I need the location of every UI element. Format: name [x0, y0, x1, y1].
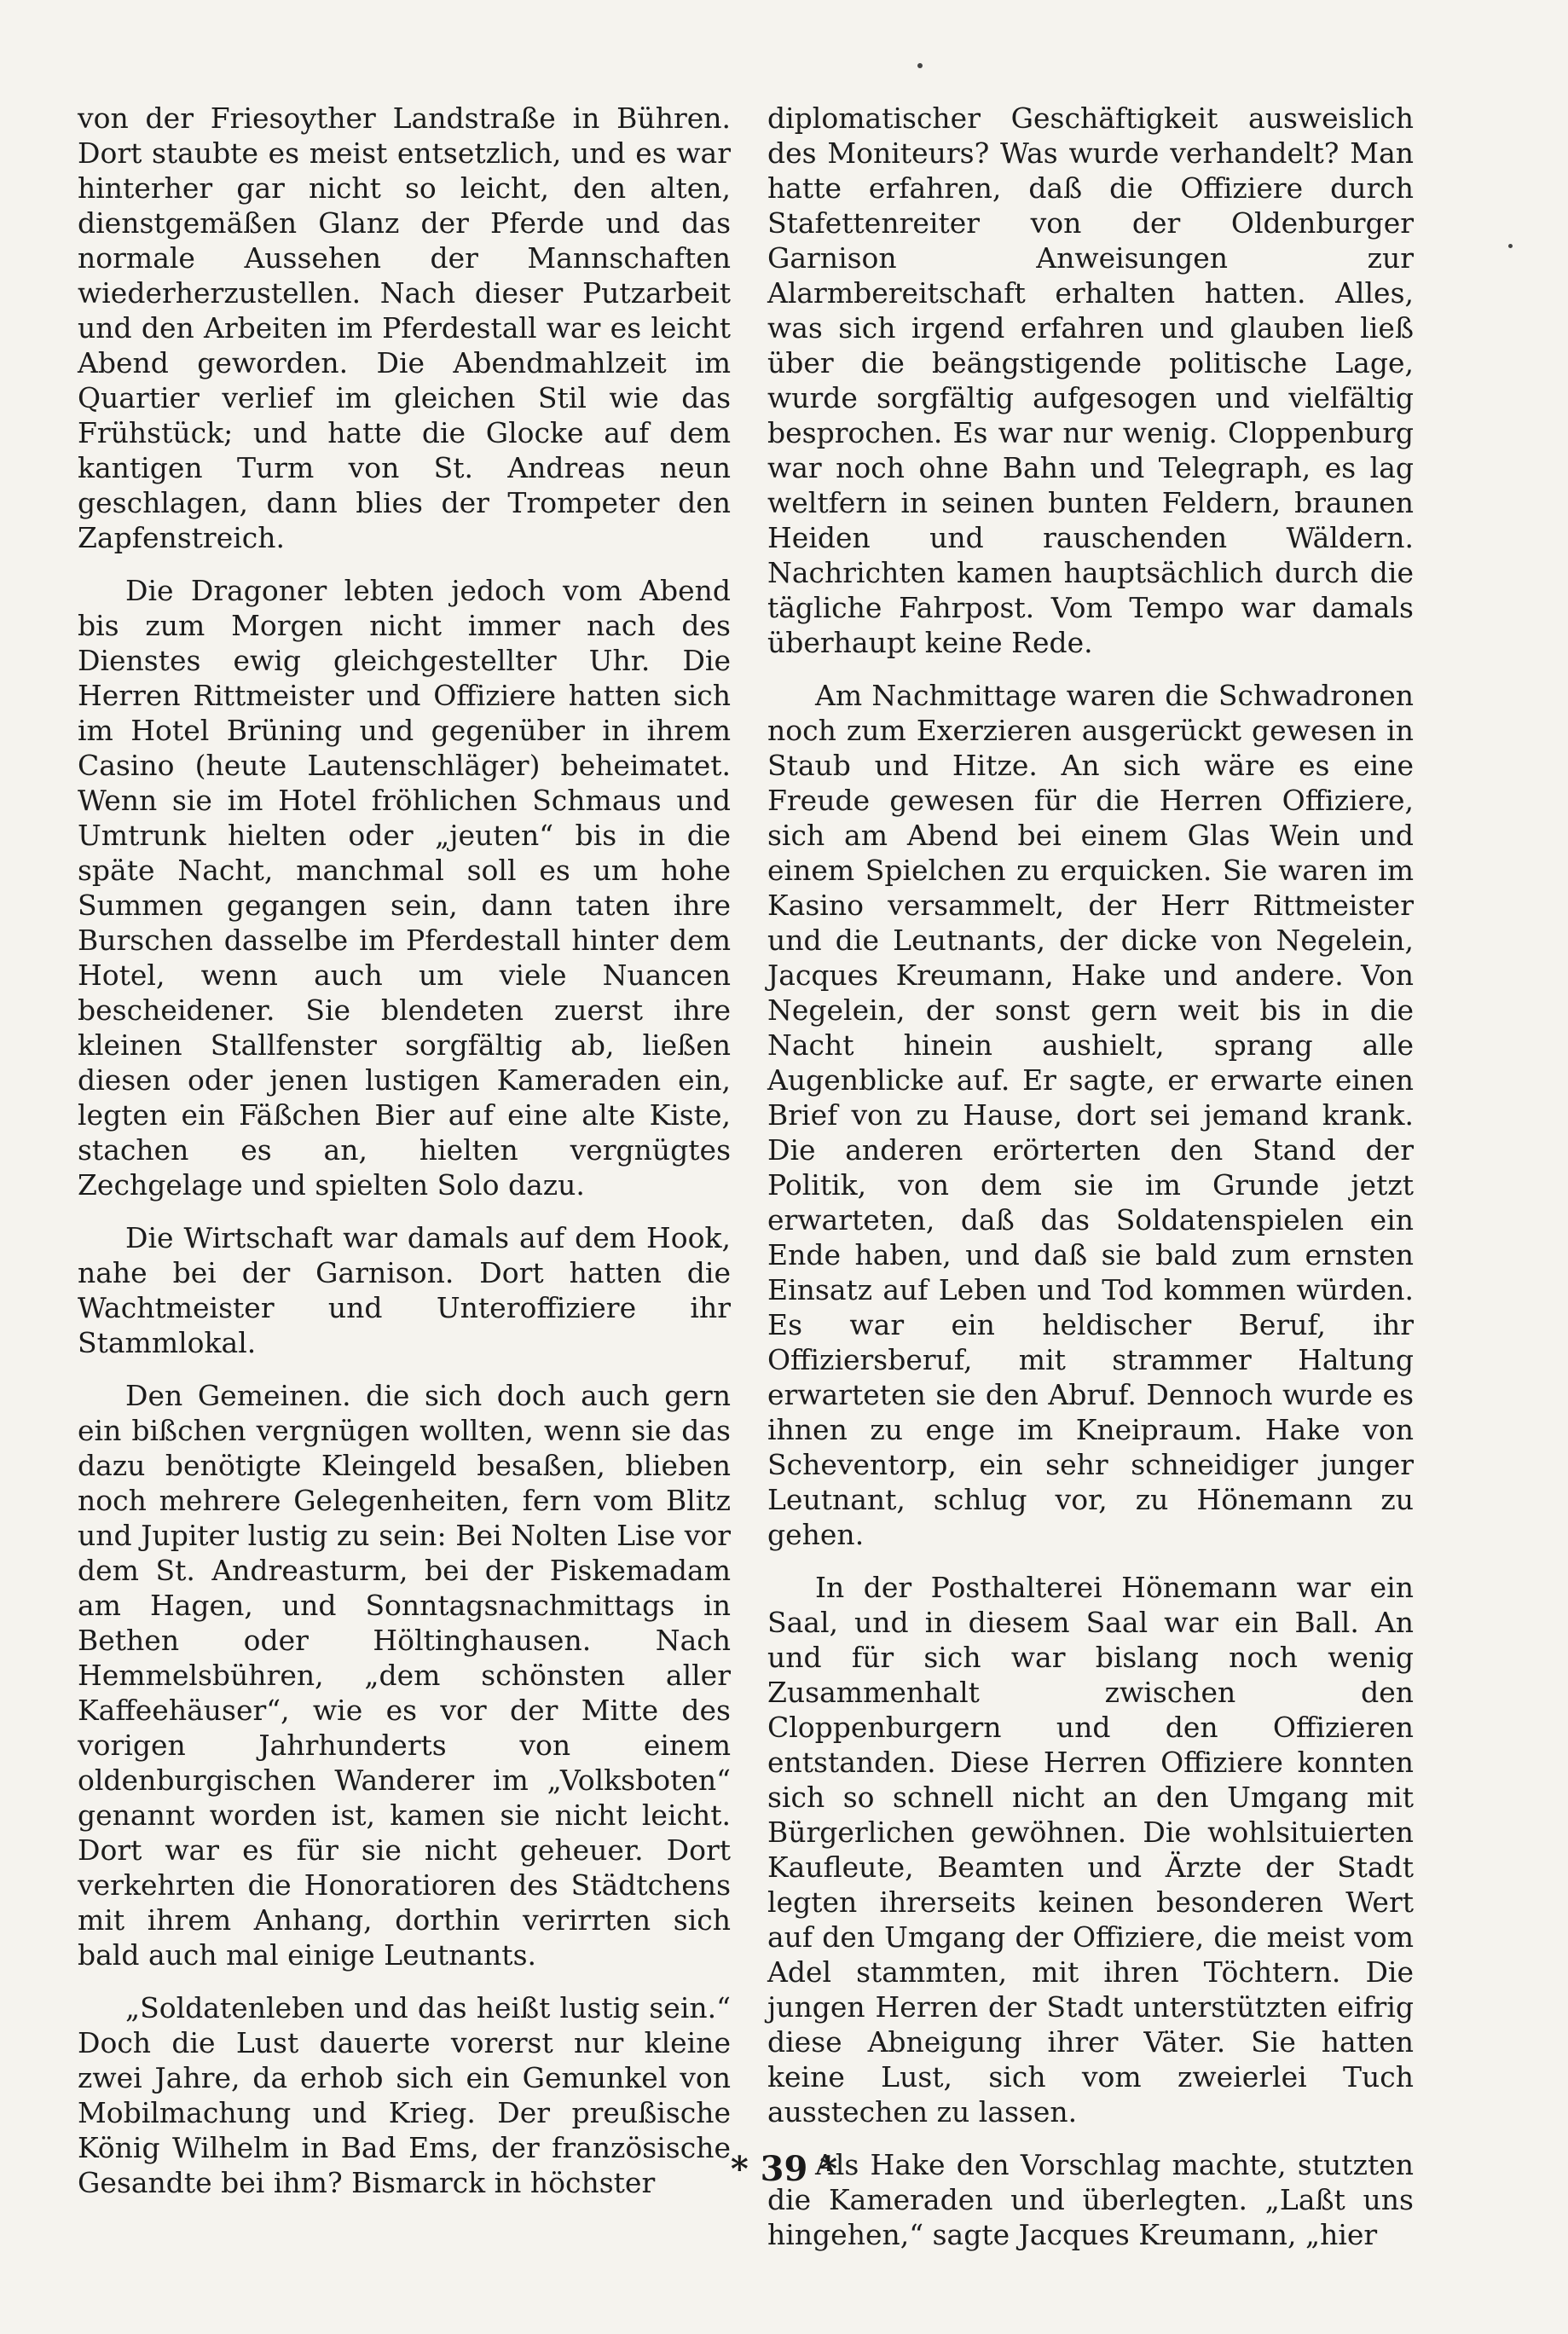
paragraph: Als Hake den Vorschlag machte, stutzten die Kameraden und überlegten. „Laßt uns hingehen,“ sagte Jacques Kreumann, „hier: [767, 2148, 1414, 2251]
print-speck: [917, 63, 923, 68]
paragraph: „Soldatenleben und das heißt lustig sein.“ Doch die Lust dauerte vorerst nur kleine zwei Jahre, da erhob sich ein Gemunkel von Mobilmachung und Krieg. Der preußische König Wilhelm in Bad Ems, der französische Gesandte bei ihm? Bismarck in höchster: [78, 1991, 731, 2199]
page-number: * 39 *: [730, 2149, 838, 2189]
paragraph: diplomatischer Geschäftigkeit ausweislich des Moniteurs? Was wurde verhandelt? Man hatte erfahren, daß die Offiziere durch Stafettenreiter von der Oldenburger Garnison Anweisungen zur Alarmbereitschaft erhalten hatten. Alles, was sich irgend erfahren und glauben ließ über die beängstigende politische Lage, wurde sorgfältig aufgesogen und vielfältig besprochen. Es war nur wenig. Cloppenburg war noch ohne Bahn und Telegraph, es lag weltfern in seinen bunten Feldern, braunen Heiden und rauschenden Wäldern. Nachrichten kamen hauptsächlich durch die tägliche Fahrpost. Vom Tempo war damals überhaupt keine Rede.: [767, 101, 1414, 659]
paragraph: Die Dragoner lebten jedoch vom Abend bis zum Morgen nicht immer nach des Dienstes ewig gleichgestellter Uhr. Die Herren Rittmeister und Offiziere hatten sich im Hotel Brüning und gegenüber in ihrem Casino (heute Lautenschläger) beheimatet. Wenn sie im Hotel fröhlichen Schmaus und Umtrunk hielten oder „jeuten“ bis in die späte Nacht, manchmal soll es um hohe Summen gegangen sein, dann taten ihre Burschen dasselbe im Pferdestall hinter dem Hotel, wenn auch um viele Nuancen bescheidener. Sie blendeten zuerst ihre kleinen Stallfenster sorgfältig ab, ließen diesen oder jenen lustigen Kameraden ein, legten ein Fäßchen Bier auf eine alte Kiste, stachen es an, hielten vergnügtes Zechgelage und spielten Solo dazu.: [78, 574, 731, 1202]
right-column: [767, 101, 1414, 2270]
left-column: [78, 101, 731, 2218]
paragraph: Den Gemeinen. die sich doch auch gern ein bißchen vergnügen wollten, wenn sie das dazu benötigte Kleingeld besaßen, blieben noch mehrere Gelegenheiten, fern vom Blitz und Jupiter lustig zu sein: Bei Nolten Lise vor dem St. Andreasturm, bei der Piskemadam am Hagen, und Sonntagsnachmittags in Bethen oder Höltinghausen. Nach Hemmelsbühren, „dem schönsten aller Kaffeehäuser“, wie es vor der Mitte des vorigen Jahrhunderts von einem oldenburgischen Wanderer im „Volksboten“ genannt worden ist, kamen sie nicht leicht. Dort war es für sie nicht geheuer. Dort verkehrten die Honoratioren des Städtchens mit ihrem Anhang, dorthin verirrten sich bald auch mal einige Leutnants.: [78, 1379, 731, 1972]
paragraph: Am Nachmittage waren die Schwadronen noch zum Exerzieren ausgerückt gewesen in Staub und Hitze. An sich wäre es eine Freude gewesen für die Herren Offiziere, sich am Abend bei einem Glas Wein und einem Spielchen zu erquicken. Sie waren im Kasino versammelt, der Herr Rittmeister und die Leutnants, der dicke von Negelein, Jacques Kreumann, Hake und andere. Von Negelein, der sonst gern weit bis in die Nacht hinein aushielt, sprang alle Augenblicke auf. Er sagte, er erwarte einen Brief von zu Hause, dort sei jemand krank. Die anderen erörterten den Stand der Politik, von dem sie im Grunde jetzt erwarteten, daß das Soldatenspielen ein Ende haben, und daß sie bald zum ernsten Einsatz auf Leben und Tod kommen würden. Es war ein heldischer Beruf, ihr Offiziersberuf, mit strammer Haltung erwarteten sie den Abruf. Dennoch wurde es ihnen zu enge im Kneipraum. Hake von Scheventorp, ein sehr schneidiger junger Leutnant, schlug vor, zu Hönemann zu gehen.: [767, 679, 1414, 1551]
print-speck: [1508, 244, 1513, 248]
paragraph: von der Friesoyther Landstraße in Bühren. Dort staubte es meist entsetzlich, und es war hinterher gar nicht so leicht, den alten, dienstgemäßen Glanz der Pferde und das normale Aussehen der Mannschaften wiederherzustellen. Nach dieser Putzarbeit und den Arbeiten im Pferdestall war es leicht Abend geworden. Die Abendmahlzeit im Quartier verlief im gleichen Stil wie das Frühstück; und hatte die Glocke auf dem kantigen Turm von St. Andreas neun geschlagen, dann blies der Trompeter den Zapfenstreich.: [78, 101, 731, 554]
paragraph: Die Wirtschaft war damals auf dem Hook, nahe bei der Garnison. Dort hatten die Wachtmeister und Unteroffiziere ihr Stammlokal.: [78, 1221, 731, 1359]
paragraph: In der Posthalterei Hönemann war ein Saal, und in diesem Saal war ein Ball. An und für sich war bislang noch wenig Zusammenhalt zwischen den Cloppenburgern und den Offizieren entstanden. Diese Herren Offiziere konnten sich so schnell nicht an den Umgang mit Bürgerlichen gewöhnen. Die wohlsituierten Kaufleute, Beamten und Ärzte der Stadt legten ihrerseits keinen besonderen Wert auf den Umgang der Offiziere, die meist vom Adel stammten, mit ihren Töchtern. Die jungen Herren der Stadt unterstützten eifrig diese Abneigung ihrer Väter. Sie hatten keine Lust, sich vom zweierlei Tuch ausstechen zu lassen.: [767, 1571, 1414, 2128]
